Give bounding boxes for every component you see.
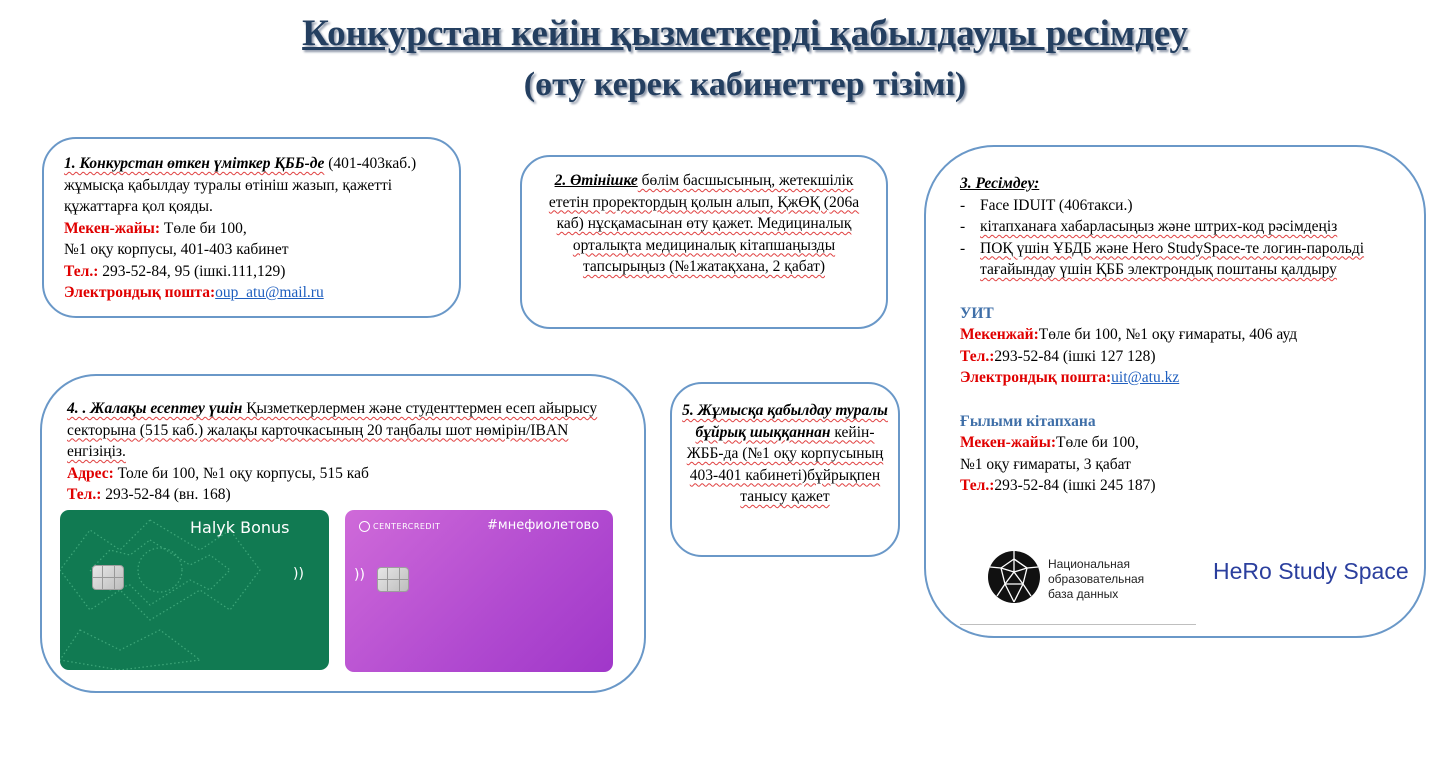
step-2-lead: 2. Өтінішке: [554, 172, 638, 189]
library-address-line1: Төле би 100,: [1056, 434, 1139, 451]
nobd-logo-text: Национальная образовательная база данных: [1048, 557, 1145, 601]
chip-icon: [92, 565, 124, 590]
contactless-icon: )): [293, 566, 304, 582]
step-1-email-label: Электрондық пошта:: [64, 284, 216, 301]
card2-tag: #мнефиолетово: [487, 518, 600, 533]
library-heading: Ғылыми кітапхана: [960, 412, 1096, 430]
library-tel-label: Тел.:: [960, 477, 995, 494]
step-1-box: [42, 137, 461, 318]
step-4-tel-label: Тел.:: [67, 486, 102, 503]
hero-study-space-logo: HeRo Study Space: [1213, 558, 1409, 584]
step-2-box: [520, 155, 888, 329]
step-3-item-text: ПОҚ үшін ҰБДБ және Hero StudySpace-те логин-парольді тағайындау үшін ҚББ электрондық поштаны қалдыру: [980, 239, 1365, 278]
bank-logo-icon: [359, 521, 370, 532]
uit-address-value: Төле би 100, №1 оқу ғимараты, 406 ауд: [1038, 326, 1298, 343]
halyk-bonus-card: [60, 510, 329, 670]
step-5-lead: 5. Жұмысқа қабылдау туралы бұйрық шыққаннан: [682, 402, 888, 441]
bullet-marker: -: [960, 218, 966, 235]
step-4-tel-value: 293-52-84 (вн. 168): [101, 486, 231, 503]
centercredit-card: [345, 510, 613, 672]
step-3-item-text: Face IDUIT (406такси.): [980, 196, 1133, 214]
step-1-tel-value: 293-52-84, 95 (ішкі.111,129): [98, 262, 286, 280]
step-1-tel-label: Тел.:: [64, 262, 99, 280]
uit-address-label: Мекенжай:: [960, 326, 1039, 343]
step-4-address-value: Толе би 100, №1 оқу корпусы, 515 каб: [113, 464, 369, 482]
uit-tel-label: Тел.:: [960, 347, 995, 365]
page-subtitle: (өту керек кабинеттер тізімі): [523, 66, 967, 103]
step-5-text: кейін-ЖББ-да (№1 оқу корпусының 403-401 кабинеті)бұйрықпен танысу қажет: [686, 423, 884, 505]
step-3-item: [960, 216, 1404, 238]
logo-divider: [960, 624, 1196, 625]
card1-brand: Halyk Bonus: [190, 518, 290, 537]
step-1-address-label: Мекен-жайы:: [64, 219, 161, 237]
step-3-lead: 3. Ресімдеу:: [960, 175, 1040, 192]
library-address-label: Мекен-жайы:: [960, 434, 1057, 451]
step-4-lead: 4. . Жалақы есептеу үшін: [67, 400, 243, 417]
step-1-address-line2: №1 оқу корпусы, 401-403 кабинет: [64, 241, 289, 258]
step-4-address-label: Адрес:: [67, 464, 114, 482]
page-title: Конкурстан кейін қызметкерді қабылдауды ресімдеу: [302, 13, 1188, 54]
step-3-item: [960, 238, 1404, 281]
step-3-item: [960, 195, 1404, 217]
chip-icon: [377, 567, 409, 592]
library-address-line2: №1 оқу ғимараты, 3 қабат: [960, 455, 1131, 473]
step-1-text: (401-403каб.) жұмысқа қабылдау туралы өтініш жазып, қажетті құжаттарға қол қояды.: [64, 155, 417, 215]
step-1-lead: 1. Конкурстан өткен үміткер ҚББ-де: [64, 155, 325, 172]
nobd-logo-icon: [986, 549, 1042, 610]
step-1-email-link[interactable]: oup_atu@mail.ru: [215, 284, 324, 301]
step-1-address-line1: Төле би 100,: [160, 219, 247, 237]
step-5-box: [670, 382, 900, 557]
library-tel-value: 293-52-84 (ішкі 245 187): [994, 477, 1156, 494]
uit-tel-value: 293-52-84 (ішкі 127 128): [994, 347, 1156, 365]
card2-bank: CENTERCREDIT: [359, 521, 440, 532]
step-2-text: бөлім басшысының, жетекшілік ететін проректордың қолын алып, ҚжӨҚ (206а каб) нұсқамасынан өту қажет. Медициналық орталықта медициналық кітапшаңызды тапсырыңыз (№1жатақхана, 2 қабат): [548, 172, 860, 275]
step-3-item-text: кітапханаға хабарласыңыз және штрих-код рәсімдеңіз: [980, 218, 1338, 235]
step-4-text: Қызметкерлермен және студенттермен есеп айырысу секторына (515 каб.) жалақы карточкасының 20 таңбалы шот нөмірін/IBAN енгізіңіз.: [67, 400, 598, 460]
bullet-marker: -: [960, 196, 966, 214]
bullet-marker: -: [960, 239, 966, 257]
uit-email-link[interactable]: uit@atu.kz: [1111, 369, 1180, 386]
uit-heading: УИТ: [960, 304, 994, 322]
contactless-icon: )): [354, 567, 365, 583]
uit-email-label: Электрондық пошта:: [960, 369, 1112, 386]
